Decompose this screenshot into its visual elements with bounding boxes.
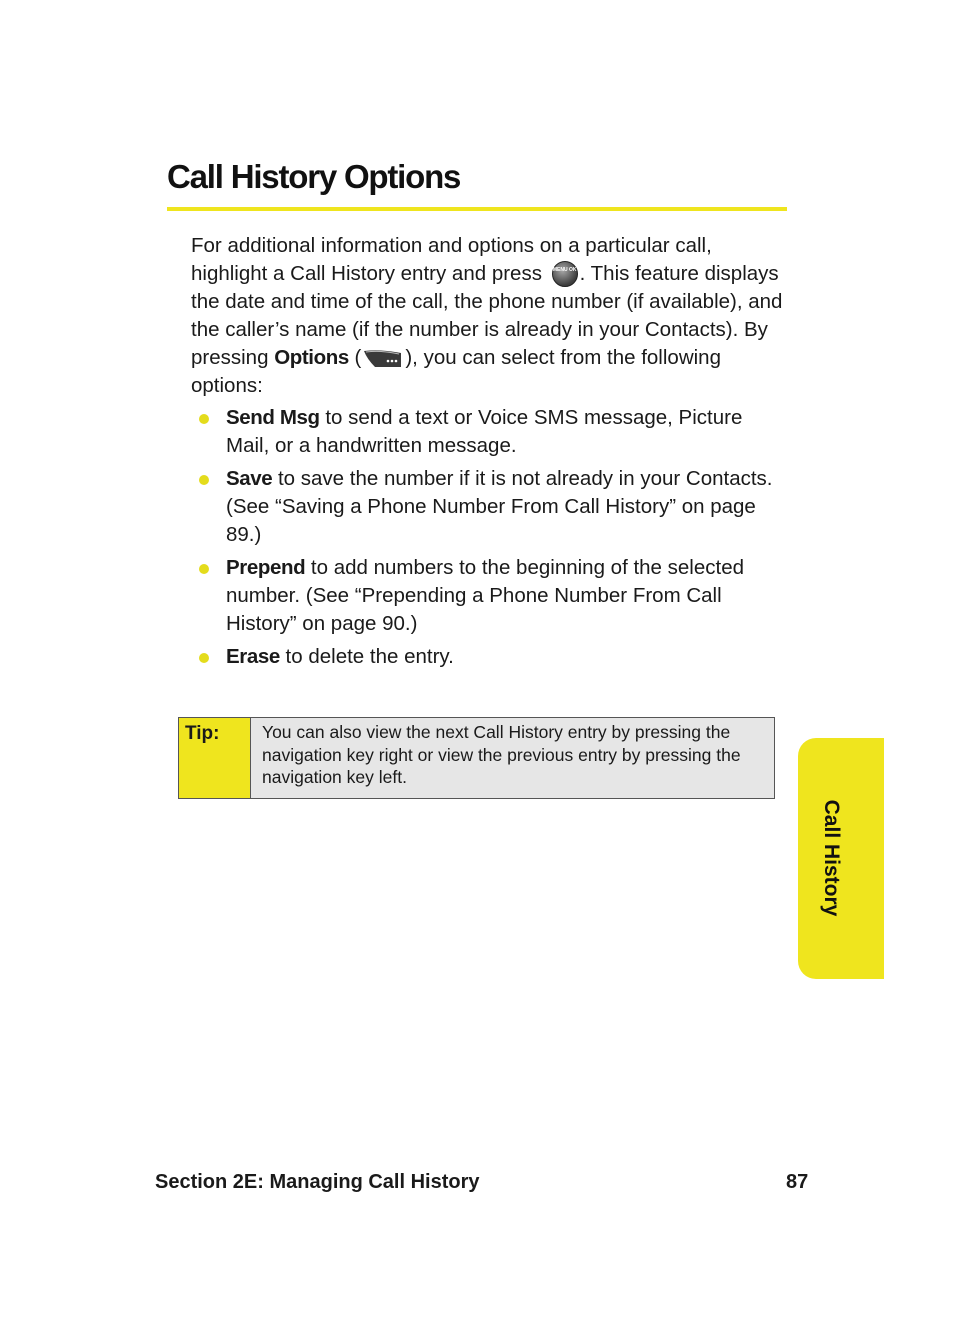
page-title: Call History Options xyxy=(167,158,461,195)
options-label: Options xyxy=(274,346,349,369)
bullet-icon xyxy=(199,653,209,663)
tip-label: Tip: xyxy=(179,718,251,798)
option-label: Save xyxy=(226,467,273,490)
bullet-icon xyxy=(199,414,209,424)
title-underline xyxy=(167,207,787,211)
intro-text-c: ), you can select from the following options: xyxy=(191,346,721,397)
list-item xyxy=(191,404,791,460)
option-text: to send a text or Voice SMS message, Picture Mail, or a handwritten message. xyxy=(226,406,743,457)
intro-line-1: For additional information and options on a particular call, xyxy=(191,234,712,257)
side-tab-label: Call History xyxy=(820,799,843,917)
right-softkey-icon xyxy=(361,347,405,369)
option-text: to save the number if it is not already in your Contacts. (See “Saving a Phone Number From Call History” on page 89.) xyxy=(226,467,773,546)
intro-text-b: . This feature displays the date and time of the call, the phone number (if available), and the caller’s name (if the number is already in your Contacts). By pressing xyxy=(191,262,783,369)
page-number: 87 xyxy=(786,1171,809,1193)
body-text xyxy=(191,232,791,676)
footer-section-title: Section 2E: Managing Call History xyxy=(155,1171,480,1193)
bullet-icon xyxy=(199,564,209,574)
option-text: to add numbers to the beginning of the selected number. (See “Prepending a Phone Number From Call History” on page 90.) xyxy=(226,556,745,635)
bullet-icon xyxy=(199,475,209,485)
option-label: Prepend xyxy=(226,556,306,579)
list-item xyxy=(191,465,791,549)
options-open-paren: ( xyxy=(348,346,362,369)
tip-text: You can also view the next Call History entry by pressing the navigation key right or view the previous entry by pressing the navigation key left. xyxy=(251,718,774,798)
list-item xyxy=(191,643,791,671)
option-label: Erase xyxy=(226,645,280,668)
menu-ok-key-label: MENU OK xyxy=(552,267,577,273)
intro-text-a: highlight a Call History entry and press xyxy=(191,262,548,285)
options-list xyxy=(191,404,791,671)
menu-ok-key-icon xyxy=(552,261,578,287)
tip-box xyxy=(178,717,775,799)
option-text: to delete the entry. xyxy=(279,645,454,668)
list-item xyxy=(191,554,791,638)
option-label: Send Msg xyxy=(226,406,320,429)
intro-paragraph xyxy=(191,232,791,400)
